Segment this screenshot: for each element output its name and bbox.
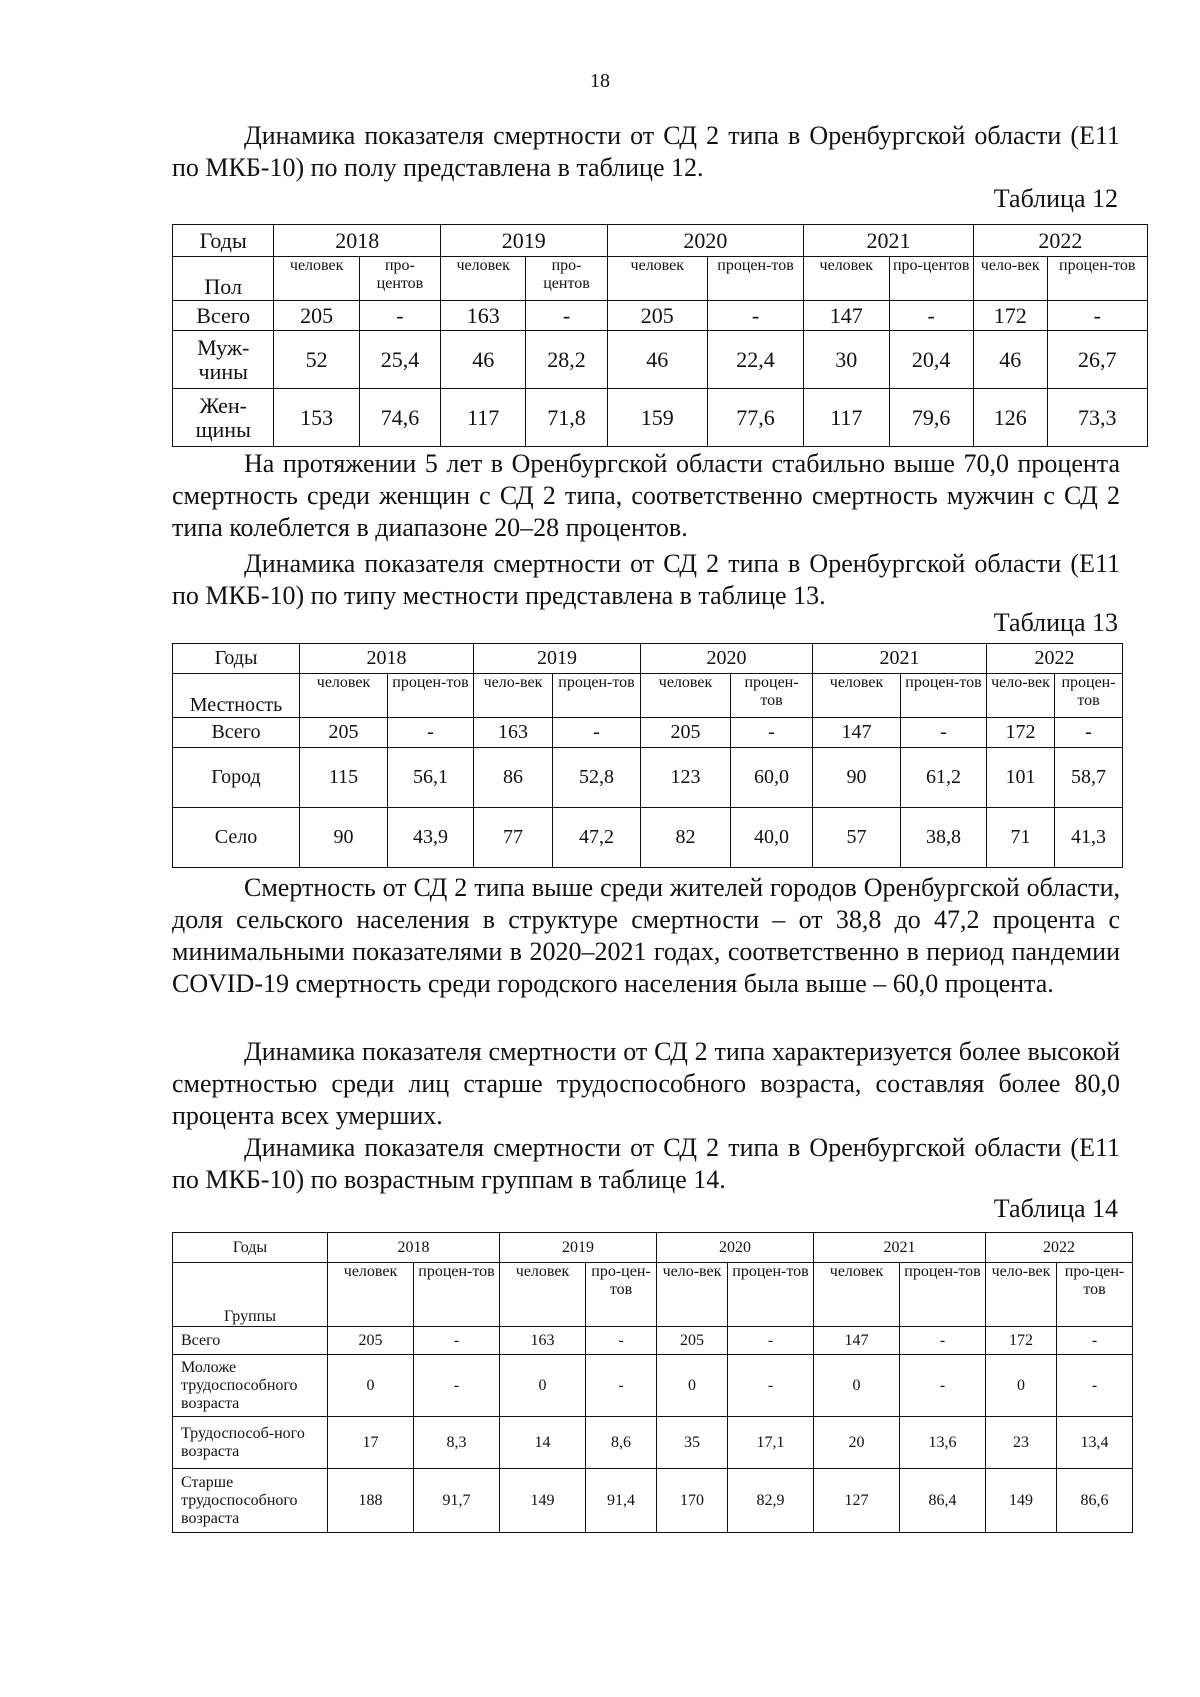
table-cell: 57 (813, 808, 901, 868)
table-cell: - (388, 718, 474, 748)
subheader: чело-век (987, 674, 1055, 718)
table-cell: - (1057, 1355, 1133, 1417)
table-cell: - (900, 1327, 986, 1355)
page-number: 18 (590, 70, 610, 92)
subheader: про-цен-тов (586, 1263, 657, 1327)
table-cell: 46 (441, 331, 526, 389)
table-cell: 41,3 (1055, 808, 1123, 868)
table-cell: 205 (300, 718, 388, 748)
table-cell: 20 (814, 1417, 900, 1469)
table-row (173, 1327, 1133, 1355)
table-cell: 8,6 (586, 1417, 657, 1469)
subheader: человек (607, 257, 707, 301)
paragraph-table12-summary (172, 448, 1120, 544)
table-cell: 153 (274, 389, 359, 447)
table-cell: - (1057, 1327, 1133, 1355)
table-cell: 90 (300, 808, 388, 868)
subheader: человек (814, 1263, 900, 1327)
table-cell: 159 (607, 389, 707, 447)
table-cell: 46 (607, 331, 707, 389)
table-cell: 17,1 (728, 1417, 814, 1469)
table-cell: 60,0 (731, 748, 813, 808)
table-cell: 117 (804, 389, 889, 447)
table-cell: - (414, 1327, 500, 1355)
subheader: про-центов (526, 257, 607, 301)
year-header: 2019 (441, 225, 608, 257)
year-header: 2018 (300, 644, 474, 674)
table-cell: 79,6 (889, 389, 973, 447)
table-cell: 172 (986, 1327, 1057, 1355)
paragraph-text: Динамика показателя смертности от СД 2 типа в Оренбургской области (Е11 по МКБ-10) по полу представлена в таблице 12. (172, 121, 1120, 182)
table-cell: 123 (641, 748, 731, 808)
table-12 (172, 224, 1148, 447)
table-row (173, 1355, 1133, 1417)
table-cell: 35 (657, 1417, 728, 1469)
table-cell: 91,7 (414, 1469, 500, 1533)
table-13 (172, 643, 1123, 868)
paragraph-age-summary (172, 1036, 1120, 1132)
year-header: 2021 (814, 1233, 986, 1263)
year-header: 2020 (657, 1233, 814, 1263)
table-cell: 71 (987, 808, 1055, 868)
subheader: процен-тов (1055, 674, 1123, 718)
table-cell: 38,8 (901, 808, 987, 868)
table-cell: 30 (804, 331, 889, 389)
row-label: Всего (173, 301, 274, 331)
table-row (173, 718, 1123, 748)
table-row (173, 808, 1123, 868)
subheader: про-центов (359, 257, 440, 301)
table-cell: 205 (657, 1327, 728, 1355)
table-cell: 13,6 (900, 1417, 986, 1469)
subheader: человек (328, 1263, 414, 1327)
year-header: 2020 (641, 644, 813, 674)
table-cell: 73,3 (1047, 389, 1147, 447)
paragraph-table13-summary (172, 872, 1120, 1000)
table-cell: 8,3 (414, 1417, 500, 1469)
table-14 (172, 1232, 1133, 1533)
table-cell: 52,8 (553, 748, 641, 808)
table-cell: 0 (814, 1355, 900, 1417)
table-cell: 149 (986, 1469, 1057, 1533)
table-cell: 86 (474, 748, 553, 808)
table-cell: - (1047, 301, 1147, 331)
paragraph-text: Смертность от СД 2 типа выше среди жителей городов Оренбургской области, доля сельского населения в структуре смертности – от 38,8 до 47,2 процента с минимальными показателями в 2020–2021 годах, соответственно в период пандемии COVID-19 смертность среди городского населения была выше – 60,0 процента. (172, 873, 1120, 998)
subheader: процен-тов (707, 257, 803, 301)
table-cell: - (707, 301, 803, 331)
table-cell: 26,7 (1047, 331, 1147, 389)
table-cell: - (900, 1355, 986, 1417)
paragraph-text: Динамика показателя смертности от СД 2 типа в Оренбургской области (Е11 по МКБ-10) по возрастным группам в таблице 14. (172, 1133, 1120, 1194)
subheader: процен-тов (901, 674, 987, 718)
row-label: Старше трудоспособного возраста (173, 1469, 328, 1533)
table-cell: 17 (328, 1417, 414, 1469)
table-cell: 82,9 (728, 1469, 814, 1533)
row-label: Всего (173, 718, 300, 748)
row-label: Село (173, 808, 300, 868)
table-cell: 47,2 (553, 808, 641, 868)
table-cell: 71,8 (526, 389, 607, 447)
table12-caption: Таблица 12 (993, 184, 1118, 213)
paragraph-intro-table14 (172, 1132, 1120, 1196)
subheader: процен-тов (728, 1263, 814, 1327)
table-cell: 14 (500, 1417, 586, 1469)
row-header: Местность (173, 674, 300, 718)
table-cell: 28,2 (526, 331, 607, 389)
table-cell: 61,2 (901, 748, 987, 808)
row-label: Всего (173, 1327, 328, 1355)
table-cell: 0 (986, 1355, 1057, 1417)
paragraph-text: На протяжении 5 лет в Оренбургской области стабильно выше 70,0 процента смертность среди женщин с СД 2 типа, соответственно смертность мужчин с СД 2 типа колеблется в диапазоне 20–28 процентов. (172, 449, 1120, 542)
table-cell: 23 (986, 1417, 1057, 1469)
year-header: 2019 (474, 644, 641, 674)
table-cell: 46 (973, 331, 1047, 389)
table-cell: - (1055, 718, 1123, 748)
subheader: процен-тов (900, 1263, 986, 1327)
subheader: процен-тов (388, 674, 474, 718)
table-cell: 91,4 (586, 1469, 657, 1533)
table-cell: 170 (657, 1469, 728, 1533)
table-cell: 188 (328, 1469, 414, 1533)
table-cell: - (731, 718, 813, 748)
paragraph-intro-table12 (172, 120, 1120, 184)
table-cell: 74,6 (359, 389, 440, 447)
subheader: человек (300, 674, 388, 718)
subheader: чело-век (973, 257, 1047, 301)
row-label: Жен-щины (173, 389, 274, 447)
table-cell: - (586, 1327, 657, 1355)
subheader: человек (641, 674, 731, 718)
table-row (173, 1417, 1133, 1469)
table-row (173, 301, 1148, 331)
table-cell: 90 (813, 748, 901, 808)
year-header: 2020 (607, 225, 803, 257)
table-cell: 77,6 (707, 389, 803, 447)
table-cell: 0 (657, 1355, 728, 1417)
paragraph-text: Динамика показателя смертности от СД 2 типа характеризуется более высокой смертностью среди лиц старше трудоспособного возраста, составляя более 80,0 процента всех умерших. (172, 1037, 1120, 1130)
year-header: 2022 (973, 225, 1147, 257)
table-cell: 86,6 (1057, 1469, 1133, 1533)
subheader: чело-век (986, 1263, 1057, 1327)
table-cell: 205 (328, 1327, 414, 1355)
table-cell: 13,4 (1057, 1417, 1133, 1469)
table-cell: 56,1 (388, 748, 474, 808)
table-cell: 163 (474, 718, 553, 748)
table-cell: 86,4 (900, 1469, 986, 1533)
subheader: процен-тов (731, 674, 813, 718)
subheader: процен-тов (1047, 257, 1147, 301)
table-cell: 205 (274, 301, 359, 331)
table-cell: 126 (973, 389, 1047, 447)
subheader: про-центов (889, 257, 973, 301)
year-header: 2018 (274, 225, 441, 257)
table-cell: - (728, 1355, 814, 1417)
table-cell: 0 (328, 1355, 414, 1417)
table-row (173, 748, 1123, 808)
subheader: про-цен-тов (1057, 1263, 1133, 1327)
table-cell: 205 (641, 718, 731, 748)
table-cell: 147 (814, 1327, 900, 1355)
table-cell: 22,4 (707, 331, 803, 389)
table-row (173, 389, 1148, 447)
table-cell: 82 (641, 808, 731, 868)
subheader: чело-век (657, 1263, 728, 1327)
table-cell: 147 (804, 301, 889, 331)
table-cell: 127 (814, 1469, 900, 1533)
row-header: Пол (173, 257, 274, 301)
row-header: Группы (173, 1263, 328, 1327)
subheader: человек (500, 1263, 586, 1327)
years-header: Годы (173, 1233, 328, 1263)
table-cell: - (728, 1327, 814, 1355)
table-cell: 163 (441, 301, 526, 331)
subheader: процен-тов (414, 1263, 500, 1327)
table-cell: - (553, 718, 641, 748)
year-header: 2019 (500, 1233, 657, 1263)
table-cell: 172 (973, 301, 1047, 331)
year-header: 2022 (986, 1233, 1133, 1263)
table-cell: - (359, 301, 440, 331)
table-cell: 52 (274, 331, 359, 389)
row-label: Муж-чины (173, 331, 274, 389)
table-cell: 163 (500, 1327, 586, 1355)
years-header: Годы (173, 225, 274, 257)
subheader: человек (813, 674, 901, 718)
table-cell: - (414, 1355, 500, 1417)
table-cell: 101 (987, 748, 1055, 808)
table-row (173, 331, 1148, 389)
table-cell: 40,0 (731, 808, 813, 868)
paragraph-intro-table13 (172, 548, 1120, 612)
year-header: 2022 (987, 644, 1123, 674)
table-row (173, 1469, 1133, 1533)
table-cell: - (901, 718, 987, 748)
subheader: человек (274, 257, 359, 301)
table-cell: - (526, 301, 607, 331)
row-label: Моложе трудоспособного возраста (173, 1355, 328, 1417)
year-header: 2021 (804, 225, 974, 257)
table-cell: 115 (300, 748, 388, 808)
subheader: человек (804, 257, 889, 301)
table-cell: 149 (500, 1469, 586, 1533)
table-cell: - (586, 1355, 657, 1417)
paragraph-text: Динамика показателя смертности от СД 2 типа в Оренбургской области (Е11 по МКБ-10) по типу местности представлена в таблице 13. (172, 549, 1120, 610)
row-label: Город (173, 748, 300, 808)
table13-caption: Таблица 13 (993, 608, 1118, 637)
table-cell: 20,4 (889, 331, 973, 389)
years-header: Годы (173, 644, 300, 674)
table-cell: 58,7 (1055, 748, 1123, 808)
table-cell: 43,9 (388, 808, 474, 868)
year-header: 2021 (813, 644, 987, 674)
table-cell: 205 (607, 301, 707, 331)
table-cell: 0 (500, 1355, 586, 1417)
subheader: процен-тов (553, 674, 641, 718)
table-cell: 117 (441, 389, 526, 447)
table14-caption: Таблица 14 (993, 1194, 1118, 1223)
table-cell: 172 (987, 718, 1055, 748)
table-cell: 147 (813, 718, 901, 748)
table-cell: 77 (474, 808, 553, 868)
subheader: чело-век (474, 674, 553, 718)
subheader: человек (441, 257, 526, 301)
year-header: 2018 (328, 1233, 500, 1263)
row-label: Трудоспособ-ного возраста (173, 1417, 328, 1469)
table-cell: - (889, 301, 973, 331)
table-cell: 25,4 (359, 331, 440, 389)
